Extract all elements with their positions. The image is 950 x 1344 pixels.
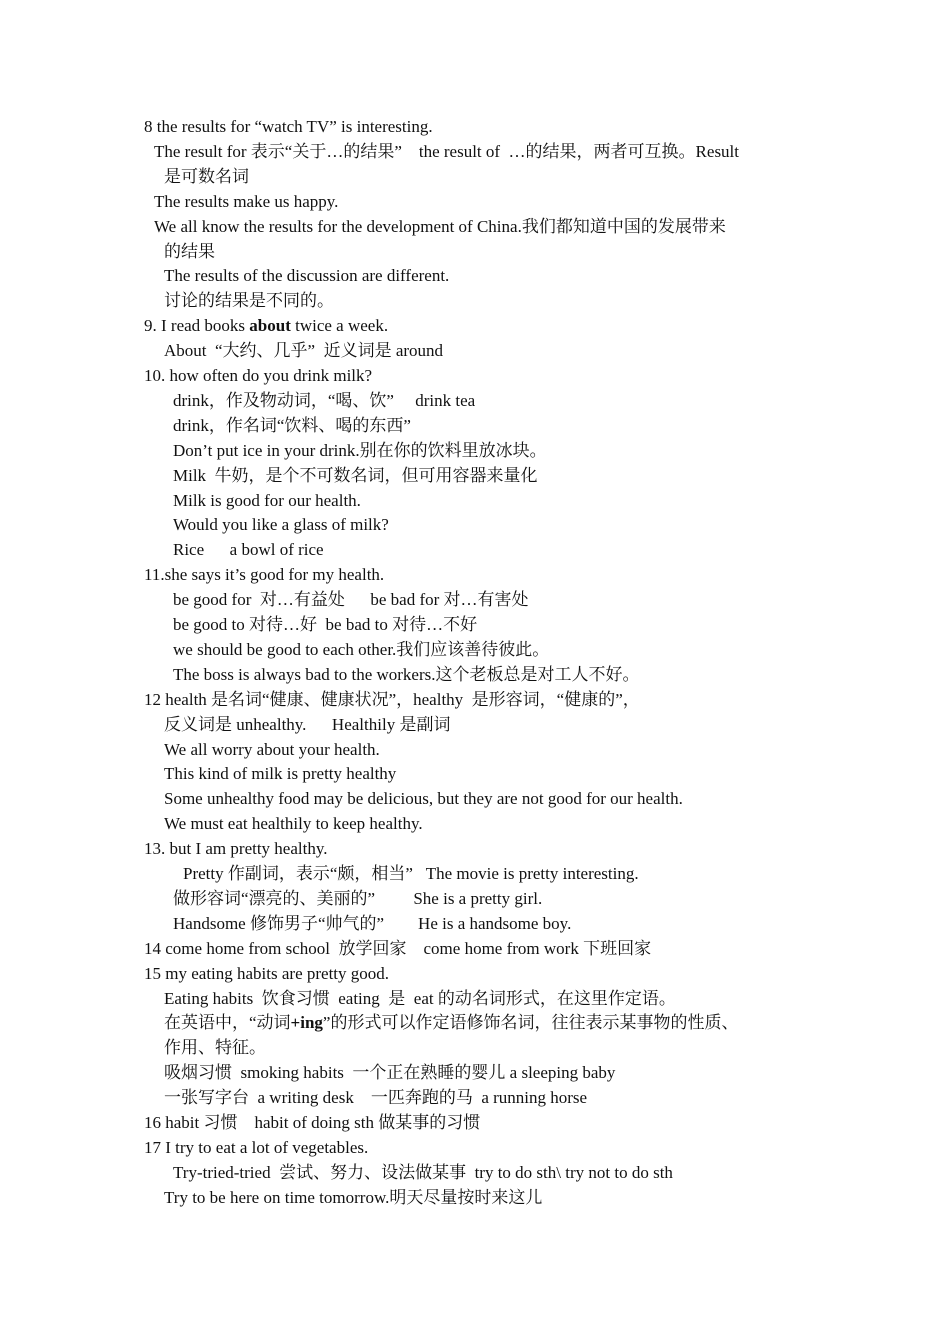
bold-term: about: [249, 316, 291, 336]
text-line: 吸烟习惯 smoking habits 一个正在熟睡的婴儿 a sleeping baby: [164, 1063, 616, 1083]
text-line: 反义词是 unhealthy. Healthily 是副词: [164, 714, 451, 734]
text-line: be good for 对…有益处 be bad for 对…有害处: [173, 590, 529, 610]
text-line: 11.she says it’s good for my health.: [144, 565, 385, 585]
text-line: We must eat healthily to keep healthy.: [164, 814, 423, 834]
text-line: 14 come home from school 放学回家 come home from work 下班回家: [144, 938, 652, 958]
text-line: 一张写字台 a writing desk 一匹奔跑的马 a running horse: [164, 1088, 588, 1108]
text-line: drink，作名词“饮料、喝的东西”: [173, 415, 411, 435]
text-line: [164, 1010, 738, 1035]
line-text-after-bold: ”的形式可以作定语修饰名词，往往表示某事物的性质、: [322, 1013, 739, 1033]
text-line: Try-tried-tried 尝试、努力、设法做某事 try to do sth\ try not to do sth: [173, 1162, 673, 1182]
text-line: Pretty 作副词，表示“颇，相当” The movie is pretty interesting.: [183, 864, 639, 883]
text-line: We all know the results for the development of China.我们都知道中国的发展带来: [154, 216, 726, 236]
text-line: 16 habit 习惯 habit of doing sth 做某事的习惯: [144, 1113, 481, 1132]
text-line: drink，作及物动词，“喝、饮” drink tea: [173, 390, 476, 410]
text-line: 17 I try to eat a lot of vegetables.: [144, 1137, 369, 1157]
text-line: 13. but I am pretty healthy.: [144, 839, 328, 859]
text-line: 12 health 是名词“健康、健康状况”，healthy 是形容词，“健康的”，: [144, 689, 640, 709]
text-line: 讨论的结果是不同的。: [164, 291, 334, 311]
text-line: 的结果: [164, 241, 215, 261]
line-text-before-bold: 在英语中，“动词: [164, 1013, 291, 1033]
text-line: Some unhealthy food may be delicious, but they are not good for our health.: [164, 789, 683, 809]
text-line: The results make us happy.: [154, 191, 339, 211]
text-line: 作用、特征。: [164, 1038, 266, 1058]
text-line: 15 my eating habits are pretty good.: [144, 963, 390, 983]
line-text-after-bold: twice a week.: [290, 316, 389, 336]
text-line: The results of the discussion are different.: [164, 266, 450, 286]
text-line: Try to be here on time tomorrow.明天尽量按时来这儿: [164, 1187, 543, 1207]
text-line: The result for 表示“关于…的结果” the result of …的结果，两者可互换。Result: [154, 141, 740, 161]
text-line: Don’t put ice in your drink.别在你的饮料里放冰块。: [173, 440, 547, 460]
text-line: Rice a bowl of rice: [173, 540, 324, 560]
text-line: Eating habits 饮食习惯 eating 是 eat 的动名词形式，在这里作定语。: [164, 988, 676, 1008]
text-line: About “大约、几乎” 近义词是 around: [164, 341, 444, 361]
text-line: 做形容词“漂亮的、美丽的” She is a pretty girl.: [173, 888, 543, 908]
text-line: be good to 对待…好 be bad to 对待…不好: [173, 615, 478, 634]
text-line: Milk 牛奶，是个不可数名词，但可用容器来量化: [173, 465, 538, 485]
text-line: Milk is good for our health.: [173, 490, 361, 510]
text-line: 是可数名词: [164, 166, 249, 186]
text-line: 8 the results for “watch TV” is interesting.: [144, 117, 433, 136]
bold-term: +ing: [290, 1013, 323, 1033]
text-line: The boss is always bad to the workers.这个老板总是对工人不好。: [173, 664, 640, 684]
line-text-before-bold: 9. I read books: [144, 316, 250, 336]
text-line: [144, 313, 388, 338]
text-line: This kind of milk is pretty healthy: [164, 764, 397, 784]
text-line: Would you like a glass of milk?: [173, 515, 389, 535]
text-line: we should be good to each other.我们应该善待彼此。: [173, 639, 550, 659]
text-line: Handsome 修饰男子“帅气的” He is a handsome boy.: [173, 913, 572, 933]
text-line: We all worry about your health.: [164, 739, 380, 759]
text-line: 10. how often do you drink milk?: [144, 366, 373, 385]
